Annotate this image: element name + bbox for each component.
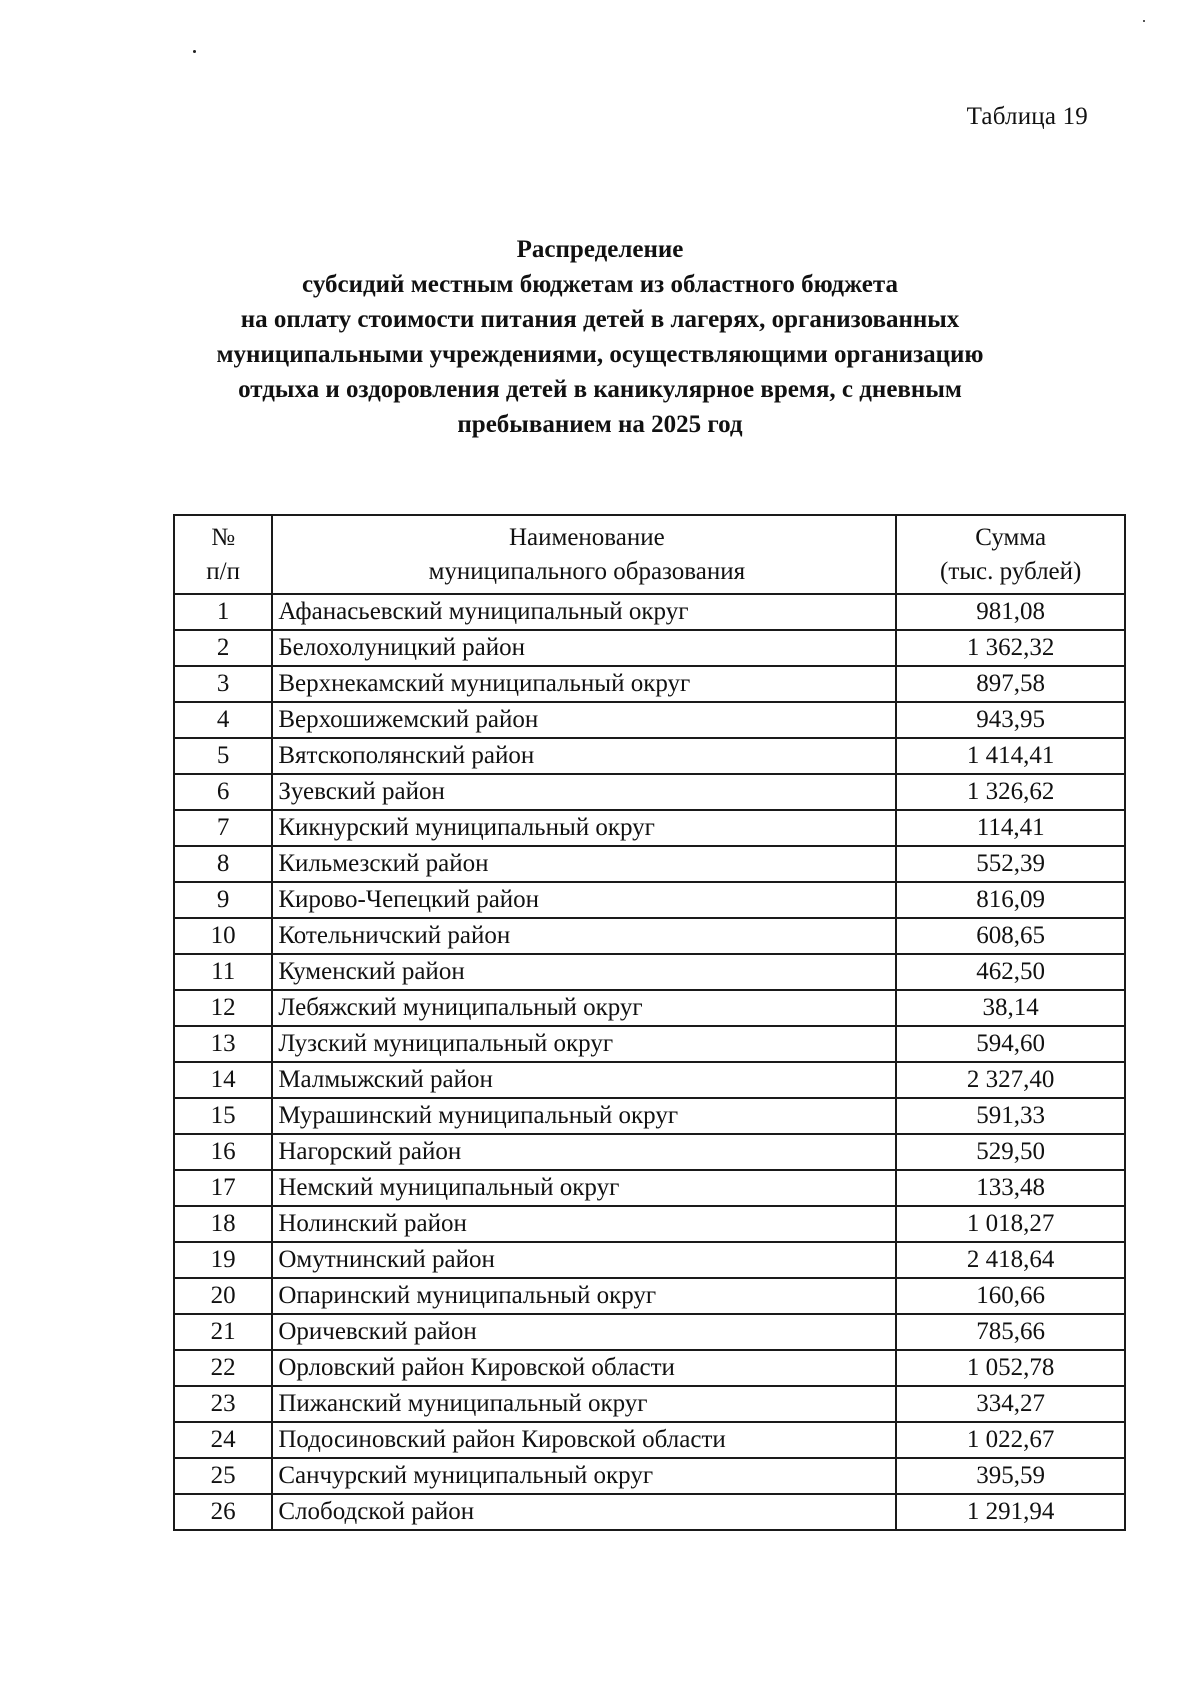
cell-amount: 529,50 — [896, 1134, 1125, 1170]
table-row — [174, 1206, 1125, 1242]
table-row — [174, 1278, 1125, 1314]
cell-municipality-name: Слободской район — [272, 1494, 896, 1530]
table-row — [174, 594, 1125, 630]
cell-amount: 594,60 — [896, 1026, 1125, 1062]
cell-municipality-name: Подосиновский район Кировской области — [272, 1422, 896, 1458]
cell-number: 7 — [174, 810, 272, 846]
cell-amount: 1 052,78 — [896, 1350, 1125, 1386]
cell-municipality-name: Афанасьевский муниципальный округ — [272, 594, 896, 630]
title-line: на оплату стоимости питания детей в лагерях, организованных — [240, 306, 960, 333]
cell-amount: 1 326,62 — [896, 774, 1125, 810]
cell-amount: 608,65 — [896, 918, 1125, 954]
cell-municipality-name: Пижанский муниципальный округ — [272, 1386, 896, 1422]
cell-number: 1 — [174, 594, 272, 630]
cell-number: 26 — [174, 1494, 272, 1530]
cell-number: 12 — [174, 990, 272, 1026]
cell-amount: 462,50 — [896, 954, 1125, 990]
title-line: субсидий местным бюджетам из областного бюджета — [302, 271, 898, 298]
table-row — [174, 990, 1125, 1026]
table-row — [174, 774, 1125, 810]
table-row — [174, 1386, 1125, 1422]
cell-amount: 38,14 — [896, 990, 1125, 1026]
cell-number: 10 — [174, 918, 272, 954]
cell-amount: 1 362,32 — [896, 630, 1125, 666]
cell-number: 20 — [174, 1278, 272, 1314]
cell-amount: 785,66 — [896, 1314, 1125, 1350]
cell-number: 2 — [174, 630, 272, 666]
cell-number: 5 — [174, 738, 272, 774]
table-row — [174, 882, 1125, 918]
cell-municipality-name: Кирово-Чепецкий район — [272, 882, 896, 918]
header-text: (тыс. рублей) — [940, 557, 1082, 585]
cell-number: 24 — [174, 1422, 272, 1458]
cell-municipality-name: Кильмезский район — [272, 846, 896, 882]
subsidy-distribution-table — [173, 514, 1126, 1531]
cell-amount: 133,48 — [896, 1170, 1125, 1206]
cell-amount: 334,27 — [896, 1386, 1125, 1422]
cell-municipality-name: Опаринский муниципальный округ — [272, 1278, 896, 1314]
cell-amount: 943,95 — [896, 702, 1125, 738]
table-row — [174, 1026, 1125, 1062]
cell-municipality-name: Кикнурский муниципальный округ — [272, 810, 896, 846]
cell-amount: 1 291,94 — [896, 1494, 1125, 1530]
table-row — [174, 1134, 1125, 1170]
title-line: Распределение — [516, 236, 684, 263]
column-header-number — [174, 515, 272, 594]
cell-amount: 2 327,40 — [896, 1062, 1125, 1098]
table-row — [174, 810, 1125, 846]
cell-municipality-name: Омутнинский район — [272, 1242, 896, 1278]
cell-number: 23 — [174, 1386, 272, 1422]
table-row — [174, 666, 1125, 702]
header-text: п/п — [206, 557, 241, 585]
cell-number: 15 — [174, 1098, 272, 1134]
cell-number: 9 — [174, 882, 272, 918]
title-line: отдыха и оздоровления детей в каникулярное время, с дневным — [238, 376, 962, 403]
table-row — [174, 1098, 1125, 1134]
cell-municipality-name: Лебяжский муниципальный округ — [272, 990, 896, 1026]
table-row — [174, 1422, 1125, 1458]
cell-number: 14 — [174, 1062, 272, 1098]
cell-municipality-name: Куменский район — [272, 954, 896, 990]
table-number-label: Таблица 19 — [966, 103, 1088, 130]
cell-number: 16 — [174, 1134, 272, 1170]
cell-municipality-name: Немский муниципальный округ — [272, 1170, 896, 1206]
cell-municipality-name: Верхошижемский район — [272, 702, 896, 738]
table-row — [174, 846, 1125, 882]
cell-municipality-name: Лузский муниципальный округ — [272, 1026, 896, 1062]
title-line: муниципальными учреждениями, осуществляющими организацию — [216, 341, 984, 368]
cell-amount: 897,58 — [896, 666, 1125, 702]
document-title — [150, 232, 1050, 442]
header-row — [174, 515, 1125, 594]
cell-municipality-name: Малмыжский район — [272, 1062, 896, 1098]
cell-municipality-name: Зуевский район — [272, 774, 896, 810]
cell-municipality-name: Верхнекамский муниципальный округ — [272, 666, 896, 702]
table-row — [174, 702, 1125, 738]
table-header — [174, 515, 1125, 594]
table-row — [174, 738, 1125, 774]
table-row — [174, 954, 1125, 990]
cell-municipality-name: Нагорский район — [272, 1134, 896, 1170]
table-row — [174, 630, 1125, 666]
table-row — [174, 918, 1125, 954]
cell-number: 19 — [174, 1242, 272, 1278]
cell-number: 3 — [174, 666, 272, 702]
cell-amount: 981,08 — [896, 594, 1125, 630]
cell-municipality-name: Котельничский район — [272, 918, 896, 954]
cell-number: 6 — [174, 774, 272, 810]
table-row — [174, 1494, 1125, 1530]
scan-speck — [193, 50, 196, 53]
cell-amount: 1 018,27 — [896, 1206, 1125, 1242]
table-row — [174, 1350, 1125, 1386]
header-text: муниципального образования — [428, 557, 746, 585]
cell-amount: 1 414,41 — [896, 738, 1125, 774]
cell-number: 13 — [174, 1026, 272, 1062]
cell-municipality-name: Вятскополянский район — [272, 738, 896, 774]
cell-number: 11 — [174, 954, 272, 990]
table-row — [174, 1062, 1125, 1098]
cell-number: 4 — [174, 702, 272, 738]
cell-municipality-name: Оричевский район — [272, 1314, 896, 1350]
cell-number: 8 — [174, 846, 272, 882]
cell-number: 25 — [174, 1458, 272, 1494]
cell-amount: 2 418,64 — [896, 1242, 1125, 1278]
table-row — [174, 1170, 1125, 1206]
header-text: Сумма — [975, 523, 1047, 551]
cell-municipality-name: Мурашинский муниципальный округ — [272, 1098, 896, 1134]
cell-amount: 114,41 — [896, 810, 1125, 846]
cell-municipality-name: Санчурский муниципальный округ — [272, 1458, 896, 1494]
cell-number: 21 — [174, 1314, 272, 1350]
cell-amount: 395,59 — [896, 1458, 1125, 1494]
cell-amount: 1 022,67 — [896, 1422, 1125, 1458]
header-text: Наименование — [508, 523, 665, 551]
cell-amount: 552,39 — [896, 846, 1125, 882]
header-text: № — [211, 523, 236, 551]
table-row — [174, 1314, 1125, 1350]
cell-amount: 160,66 — [896, 1278, 1125, 1314]
cell-amount: 591,33 — [896, 1098, 1125, 1134]
table-body — [174, 594, 1125, 1530]
table-row — [174, 1458, 1125, 1494]
cell-municipality-name: Орловский район Кировской области — [272, 1350, 896, 1386]
column-header-sum — [896, 515, 1125, 594]
cell-number: 22 — [174, 1350, 272, 1386]
cell-municipality-name: Белохолуницкий район — [272, 630, 896, 666]
column-header-name — [272, 515, 896, 594]
table-row — [174, 1242, 1125, 1278]
cell-number: 18 — [174, 1206, 272, 1242]
title-line: пребыванием на 2025 год — [457, 411, 743, 438]
cell-municipality-name: Нолинский район — [272, 1206, 896, 1242]
scan-speck — [1143, 20, 1145, 22]
cell-amount: 816,09 — [896, 882, 1125, 918]
cell-number: 17 — [174, 1170, 272, 1206]
